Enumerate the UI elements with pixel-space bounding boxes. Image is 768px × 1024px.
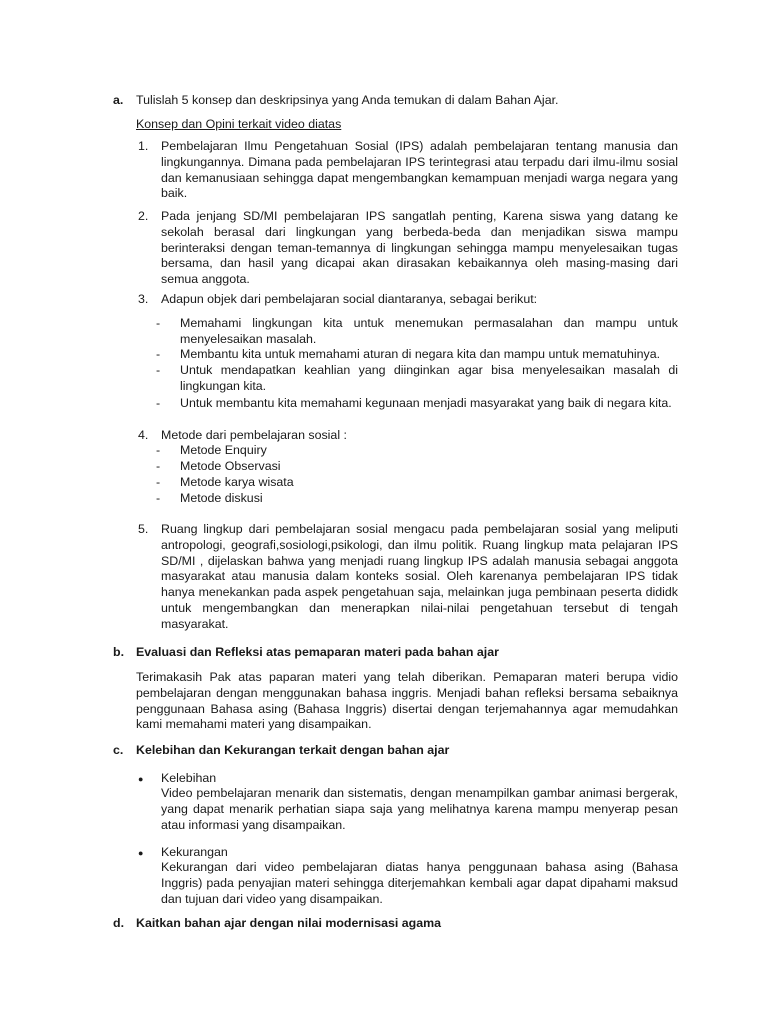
list-item-number: 2. — [138, 209, 149, 223]
sub-item-text: Metode Enquiry — [180, 443, 267, 457]
section-d-title: Kaitkan bahan ajar dengan nilai modernisasi agama — [136, 916, 442, 930]
list-item-text: Pada jenjang SD/MI pembelajaran IPS sangatlah penting, Karena siswa yang datang ke sekolah berasal dari lingkungan yang berbeda-beda dan menjadikan siswa mampu berinteraksi dengan teman-temannya di lingkungan sehingga mampu menyelesaikan tugas bersama, dan hasil yang dicapai akan dirasakan kebaikannya oleh masing-masing dari semua anggota. — [161, 209, 678, 287]
section-a — [0, 93, 768, 111]
section-a-letter: a. — [113, 93, 124, 107]
section-b-title: Evaluasi dan Refleksi atas pemaparan materi pada bahan ajar — [136, 645, 499, 659]
dash-marker: - — [156, 491, 161, 505]
dash-marker: - — [156, 475, 161, 489]
sub-item-text: Membantu kita untuk memahami aturan di negara kita dan mampu untuk mematuhinya. — [180, 347, 661, 361]
section-c — [0, 743, 768, 761]
list-item-text: Adapun objek dari pembelajaran social diantaranya, sebagai berikut: — [161, 292, 538, 306]
section-a-subtitle: Konsep dan Opini terkait video diatas — [136, 117, 342, 131]
sub-item-text: Metode karya wisata — [180, 475, 294, 489]
dash-marker: - — [156, 347, 161, 361]
list-item-number: 3. — [138, 292, 149, 306]
bullet-text: Video pembelajaran menarik dan sistematis, dengan menampilkan gambar animasi bergerak, yang dapat menarik perhatian siapa saja yang melihatnya karena mampu menyerap pesan atau informasi yang disampaikan. — [161, 786, 678, 832]
section-c-heading — [0, 743, 768, 761]
dash-marker: - — [156, 443, 161, 457]
section-a-title: Tulislah 5 konsep dan deskripsinya yang Anda temukan di dalam Bahan Ajar. — [136, 93, 559, 107]
sub-item-text: Memahami lingkungan kita untuk menemukan permasalahan dan mampu untuk menyelesaikan masalah. — [180, 316, 678, 346]
list-item-number: 5. — [138, 522, 149, 536]
sub-item-text: Metode Observasi — [180, 459, 281, 473]
section-d-heading — [0, 916, 768, 934]
section-d-letter: d. — [113, 916, 125, 930]
bullet-text: Kekurangan dari video pembelajaran diatas hanya penggunaan bahasa asing (Bahasa Inggris) pada penyajian materi sehingga diterjemahkan kembali agar dapat dipahami maksud dan tujuan dari video yang disampaikan. — [161, 860, 678, 906]
list-item-text: Metode dari pembelajaran sosial : — [161, 428, 347, 442]
bullet-title: Kelebihan — [161, 771, 217, 785]
sub-item-text: Untuk membantu kita memahami kegunaan menjadi masyarakat yang baik di negara kita. — [180, 396, 672, 410]
dash-marker: - — [156, 363, 161, 377]
dash-marker: - — [156, 459, 161, 473]
list-item-number: 1. — [138, 139, 149, 153]
list-item-text: Ruang lingkup dari pembelajaran sosial mengacu pada pembelajaran sosial yang meliputi antropologi, geografi,sosiologi,psikologi, dan ilmu politik. Ruang lingkup mata pelajaran IPS SD/MI , dijelaskan bahwa yang menjadi ruang lingkup IPS adalah manusia sebagai anggota masyarakat atau manusia dalam konteks sosial. Oleh karenanya pembelajaran IPS tidak hanya menekankan pada aspek pengetahuan saja, melainkan juga pembinaan peserta dididk untuk mengembangkan dan menerapkan nilai-nilai pengetahuan tersebut di tengah masyarakat. — [161, 522, 678, 631]
section-b-heading — [0, 645, 768, 663]
bullet-icon: ● — [138, 774, 144, 784]
section-b-letter: b. — [113, 645, 125, 659]
section-d — [0, 916, 768, 934]
section-c-letter: c. — [113, 743, 124, 757]
bullet-icon: ● — [138, 848, 144, 858]
dash-marker: - — [156, 396, 161, 410]
section-b-text: Terimakasih Pak atas paparan materi yang telah diberikan. Pemaparan materi berupa vidio pembelajaran dengan menggunakan bahasa inggris. Menjadi bahan refleksi bersama sebaiknya penggunaan Bahasa asing (Bahasa Inggris) disertai dengan terjemahannya agar memudahkan kami memahami materi yang disampaikan. — [136, 670, 678, 732]
list-item-number: 4. — [138, 428, 149, 442]
sub-item-text: Metode diskusi — [180, 491, 263, 505]
bullet-title: Kekurangan — [161, 845, 228, 859]
section-c-title: Kelebihan dan Kekurangan terkait dengan bahan ajar — [136, 743, 450, 757]
list-item-text: Pembelajaran Ilmu Pengetahuan Sosial (IPS) adalah pembelajaran tentang manusia dan lingkungannya. Dimana pada pembelajaran IPS terintegrasi atau terpadu dari ilmu-ilmu sosial dan kemanusiaan sehingga dapat mengembangkan kemampuan menjadi warga negara yang baik. — [161, 139, 678, 201]
dash-marker: - — [156, 316, 161, 330]
section-b — [0, 645, 768, 663]
section-a-heading — [0, 93, 768, 111]
sub-item-text: Untuk mendapatkan keahlian yang diinginkan agar bisa menyelesaikan masalah di lingkungan kita. — [180, 363, 678, 393]
